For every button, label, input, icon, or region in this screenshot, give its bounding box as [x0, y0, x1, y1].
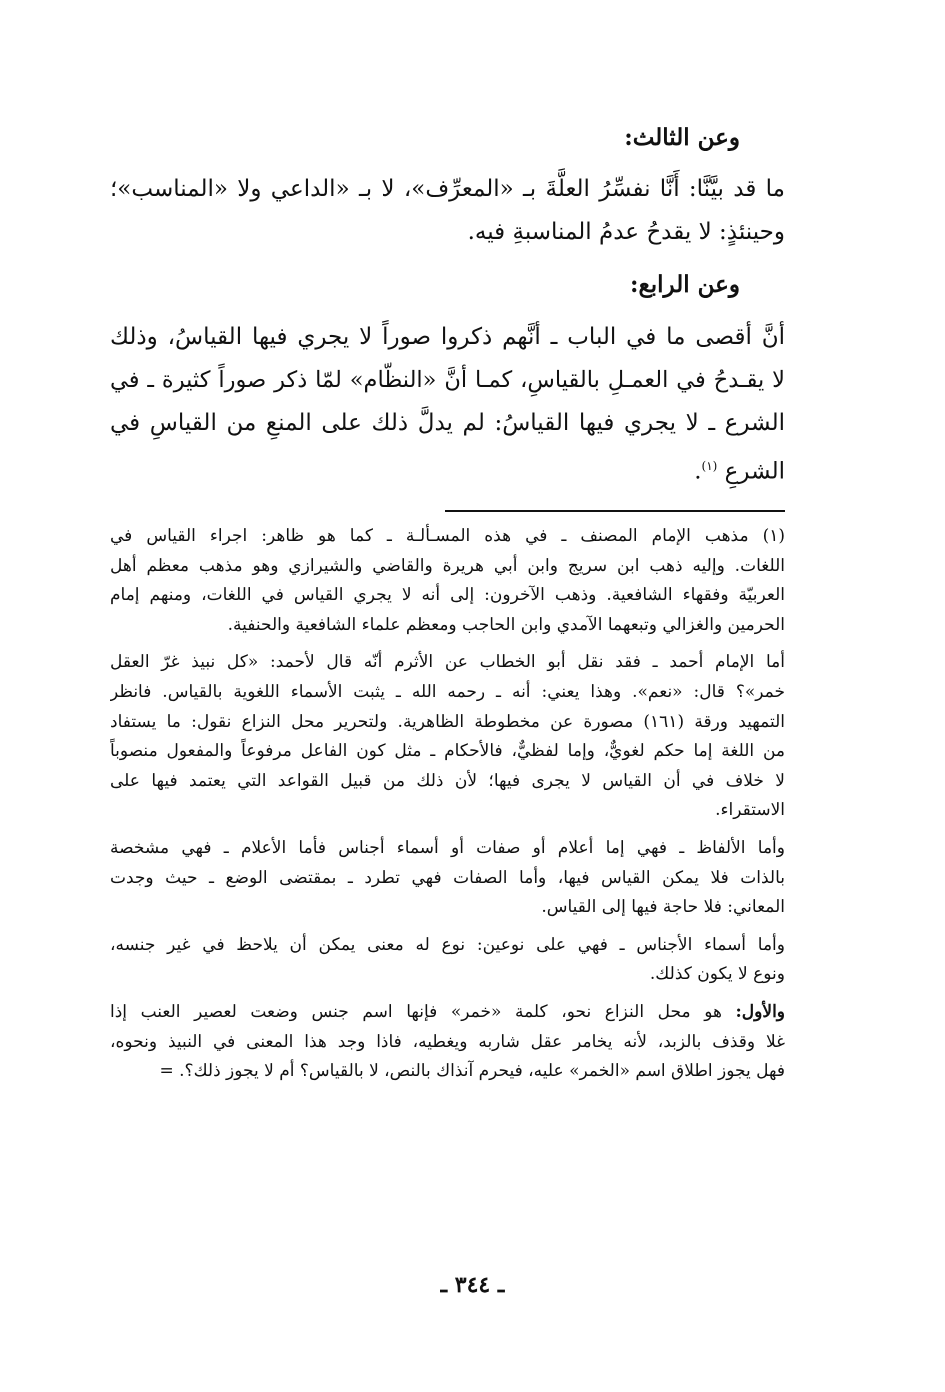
footnote-lead: والأول: [735, 1001, 785, 1022]
footnote-line: التمهيد ورقة (١٦١) مصورة عن مخطوطة الظاهرية. ولتحرير محل النزاع نقول: ما يستفاد [110, 711, 785, 732]
footnote-line [110, 998, 785, 1028]
footnote-separator [445, 510, 785, 512]
footnote-line: المعاني: فلا حاجة فيها إلى القياس. [541, 897, 785, 918]
fourth-line-4-period: . [694, 458, 702, 485]
footnote-line: العربيّة وفقهاء الشافعية. وذهب الآخرون: إلى أنه لا يجري القياس في اللغات، ومنهم إمام [110, 585, 785, 606]
footnote-block-4 [110, 931, 785, 990]
footnote-line: وأما أسماء الأجناس ـ فهي على نوعين: نوع له معنى يمكن أن يلاحظ في غير جنسه، [110, 934, 785, 955]
footnote-reference: (١) [701, 459, 718, 473]
footnote-line: (١) مذهب الإمام المصنف ـ في هذه المسـألـة ـ كما هو ظاهر: اجراء القياس في [110, 526, 785, 546]
footnote-line: لا خلاف في أن القياس لا يجرى فيها؛ لأن ذلك من قبيل القواعد التي يعتمد فيها على [110, 770, 785, 791]
footnotes [110, 522, 785, 1095]
heading-fourth: وعن الرابع: [630, 271, 740, 298]
footnote-line: بالذات فلا يمكن القياس فيها، وأما الصفات فهي تطرد ـ بمقتضى الوضع ـ حيث وجدت [110, 867, 785, 888]
footnote-line: وأما الألفاظ ـ فهي إما أعلام أو صفات أو أسماء أجناس فأما الأعلام ـ فهي مشخصة [110, 837, 785, 858]
footnote-line: اللغات. وإليه ذهب ابن سريج وابن أبي هريرة والقاضي والشيرازي وهو مذهب معظم أهل [110, 555, 785, 576]
footnote-line: الحرمين والغزالي وتبعهما الآمدي وابن الحاجب ومعظم علماء الشافعية والحنفية. [227, 614, 785, 635]
fourth-paragraph [110, 316, 785, 494]
footnote-block-2 [110, 648, 785, 826]
footnote-line: غلا وقذف بالزبد، لأنه يخامر عقل شاربه ويغطيه، فاذا وجد هذا المعنى في النبيذ ونحوه، [110, 1031, 785, 1052]
third-line-1: ما قد بيَّنَّا: أَنَّا نفسِّرُ العلَّةَ بـ «المعرِّف»، لا بـ «الداعي ولا «المناسب»؛ [110, 176, 785, 202]
footnote-line-text: هو محل النزاع نحو، كلمة «خمر» فإنها اسم جنس وضعت لعصير العنب إذا [110, 1001, 736, 1022]
page-number: ـ ٣٤٤ ـ [440, 1272, 505, 1298]
heading-third: وعن الثالث: [624, 124, 740, 151]
fourth-line-3: الشرع ـ لا يجري فيها القياسُ: لم يدلَّ ذلك على المنعِ من القياسِ في [110, 410, 785, 436]
fourth-line-4 [110, 445, 785, 494]
footnote-line: فهل يجوز اطلاق اسم «الخمر» عليه، فيحرم آنذاك بالنص، لا بالقياس؟ أم لا يجوز ذلك؟. = [159, 1061, 785, 1082]
third-paragraph [110, 168, 785, 254]
fourth-line-4-text: الشرعِ [724, 458, 785, 485]
footnote-line: أما الإمام أحمد ـ فقد نقل أبو الخطاب عن الأثرم أنّه قال لأحمد: «كل نبيذ غرّ العقل [110, 652, 785, 673]
third-line-2: وحينئذٍ: لا يقدحُ عدمُ المناسبةِ فيه. [467, 219, 785, 245]
footnote-line: الاستقراء. [715, 800, 785, 821]
footnote-block-5 [110, 998, 785, 1087]
footnote-line: ونوع لا يكون كذلك. [649, 964, 785, 985]
footnote-block-3 [110, 834, 785, 923]
footnote-line: خمر»؟ قال: «نعم». وهذا يعني: أنه ـ رحمه الله ـ يثبت الأسماء اللغوية بالقياس. فانظر [110, 681, 785, 702]
footnote-line: من اللغة إما حكم لغويٌّ، وإما لفظيٌّ، فالأحكام ـ مثل كون الفاعل مرفوعاً والمفعول منصوباً [110, 741, 785, 762]
fourth-line-1: أنَّ أقصى ما في الباب ـ أنَّهم ذكروا صوراً لا يجري فيها القياسُ، وذلك [110, 324, 785, 350]
footnote-block-1 [110, 522, 785, 640]
fourth-line-2: لا يقـدحُ في العمـلِ بالقياسِ، كمـا أنَّ «النظّام» لمّا ذكر صوراً كثيرة ـ في [110, 367, 785, 393]
